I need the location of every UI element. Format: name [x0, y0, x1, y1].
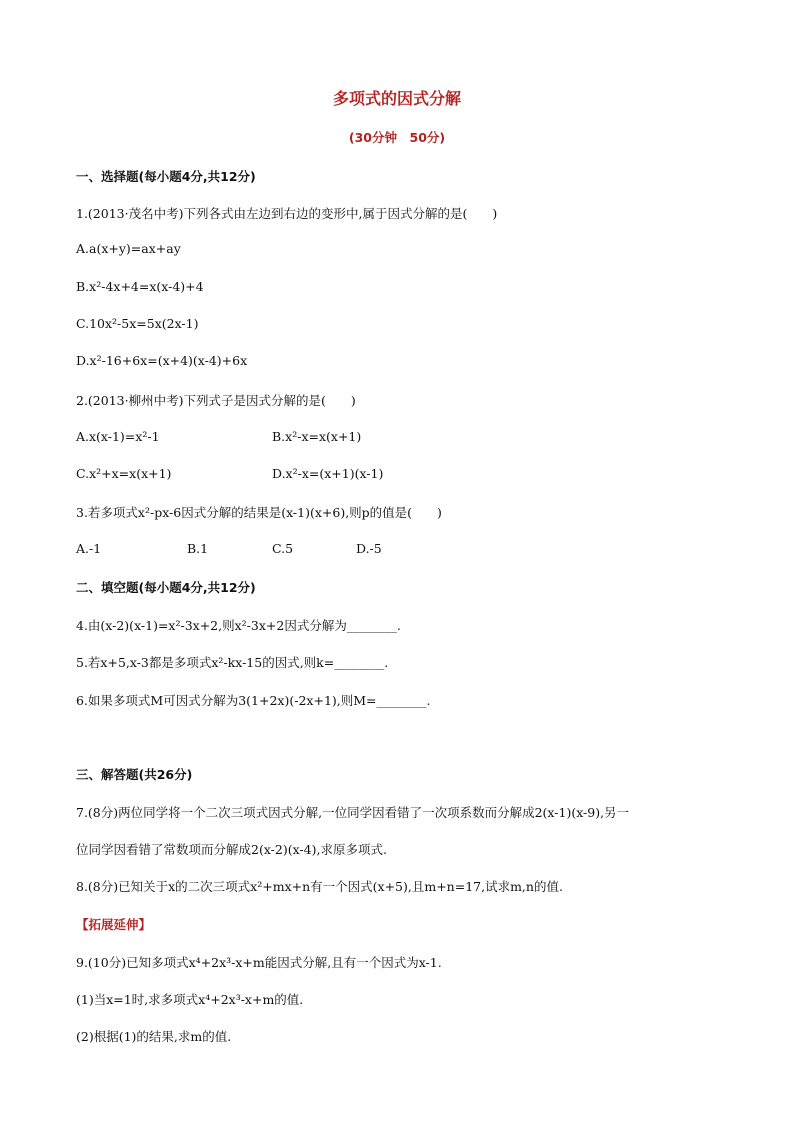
question-2-option-d: D.x²-x=(x+1)(x-1) [272, 466, 384, 481]
question-2-stem: 2.(2013·柳州中考)下列式子是因式分解的是( ) [76, 393, 356, 408]
section-heading-fill-in: 二、填空题(每小题4分,共12分) [76, 580, 256, 595]
section-heading-choice: 一、选择题(每小题4分,共12分) [76, 169, 256, 184]
question-3-stem: 3.若多项式x²-px-6因式分解的结果是(x-1)(x+6),则p的值是( ) [76, 505, 442, 520]
question-9-part-1: (1)当x=1时,求多项式x⁴+2x³-x+m的值. [76, 992, 304, 1007]
question-1-option-c: C.10x²-5x=5x(2x-1) [76, 316, 199, 331]
question-4: 4.由(x-2)(x-1)=x²-3x+2,则x²-3x+2因式分解为________. [76, 618, 401, 633]
question-1-stem: 1.(2013·茂名中考)下列各式由左边到右边的变形中,属于因式分解的是( ) [76, 206, 498, 221]
question-2-option-c: C.x²+x=x(x+1) [76, 466, 172, 481]
question-6: 6.如果多项式M可因式分解为3(1+2x)(-2x+1),则M=________. [76, 693, 431, 708]
page-title: 多项式的因式分解 [332, 89, 461, 108]
question-2-option-a: A.x(x-1)=x²-1 [76, 429, 160, 444]
question-1-option-b: B.x²-4x+4=x(x-4)+4 [76, 279, 204, 294]
question-1-option-a: A.a(x+y)=ax+ay [76, 241, 181, 256]
question-9: 9.(10分)已知多项式x⁴+2x³-x+m能因式分解,且有一个因式为x-1. [76, 955, 442, 970]
question-3-option-d: D.-5 [356, 541, 382, 556]
question-7-line-1: 7.(8分)两位同学将一个二次三项式因式分解,一位同学因看错了一次项系数而分解成2(x-1)(x-9),另一 [76, 805, 630, 820]
extension-heading: 【拓展延伸】 [76, 917, 152, 932]
section-heading-solutions: 三、解答题(共26分) [76, 767, 193, 782]
question-5: 5.若x+5,x-3都是多项式x²-kx-15的因式,则k=________. [76, 655, 389, 670]
question-3-options-row [76, 541, 716, 556]
question-2-option-b: B.x²-x=x(x+1) [272, 429, 362, 444]
question-1-option-d: D.x²-16+6x=(x+4)(x-4)+6x [76, 353, 248, 368]
time-score-subtitle: (30分钟 50分) [348, 130, 446, 145]
question-2-row-cd [76, 466, 716, 481]
question-3-option-b: B.1 [187, 541, 209, 556]
question-7-line-2: 位同学因看错了常数项而分解成2(x-2)(x-4),求原多项式. [76, 842, 387, 857]
question-8: 8.(8分)已知关于x的二次三项式x²+mx+n有一个因式(x+5),且m+n=17,试求m,n的值. [76, 879, 563, 894]
question-2-row-ab [76, 429, 716, 444]
question-9-part-2: (2)根据(1)的结果,求m的值. [76, 1029, 232, 1044]
question-3-option-a: A.-1 [76, 541, 102, 556]
question-3-option-c: C.5 [272, 541, 294, 556]
